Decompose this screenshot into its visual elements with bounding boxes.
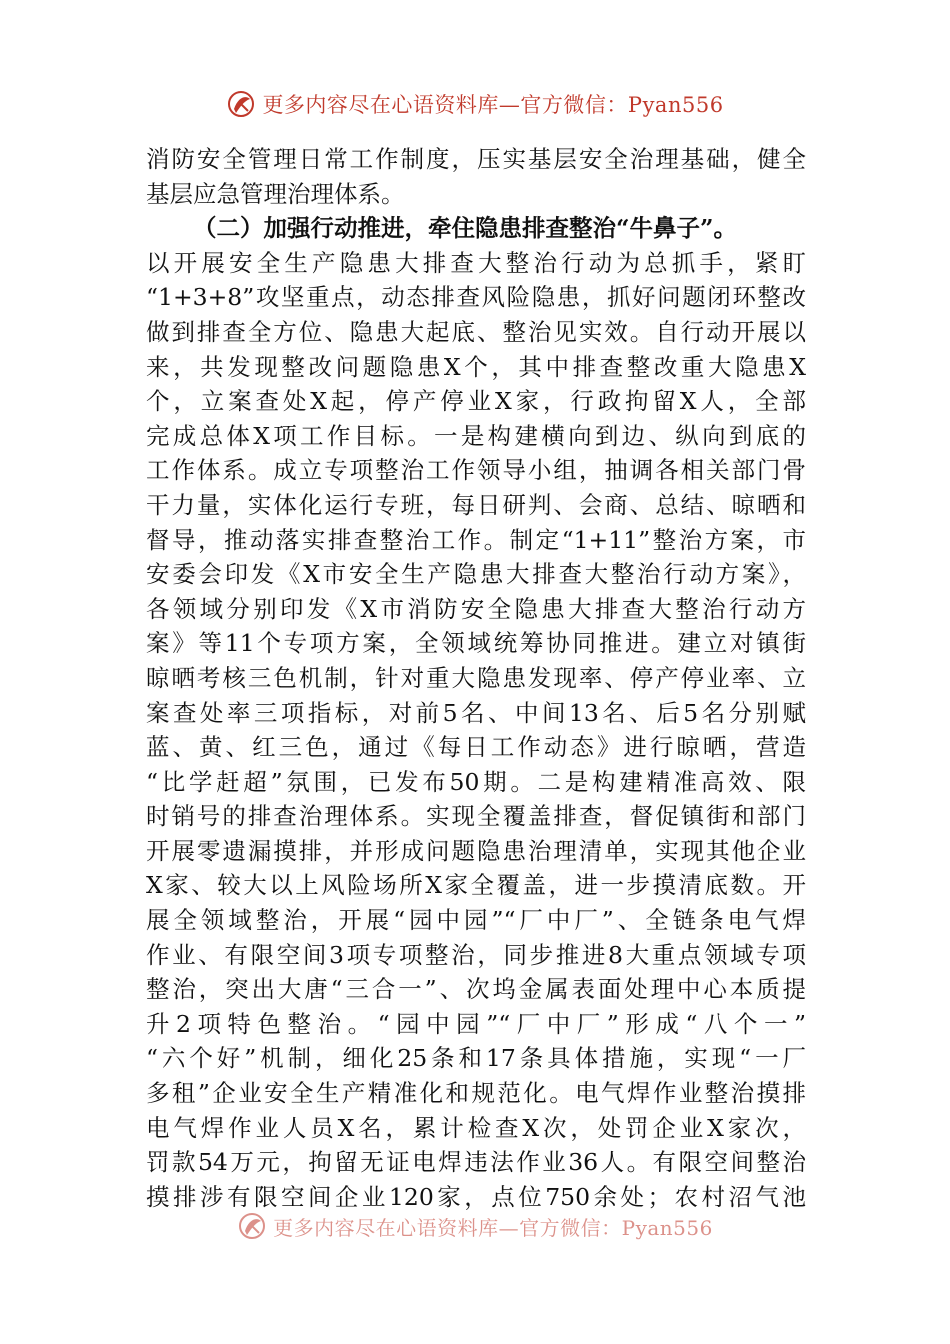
- text-line: 展全领域整治，开展“园中园”“厂中厂”、全链条电气焊: [146, 906, 806, 935]
- text-line: 基层应急管理治理体系。: [146, 179, 405, 208]
- text-line: 升2项特色整治。“园中园”“厂中厂”形成“八个一”: [146, 1009, 806, 1038]
- text-line: “1+3+8”攻坚重点，动态排查风险隐患，抓好问题闭环整改: [146, 283, 806, 312]
- text-line: 督导，推动落实排查整治工作。制定“1+11”整治方案，市: [146, 525, 806, 554]
- text-line: 晾晒考核三色机制，针对重大隐患发现率、停产停业率、立: [146, 663, 806, 692]
- text-line: 电气焊作业人员X名，累计检查X次，处罚企业X家次，: [146, 1113, 806, 1142]
- text-line: 摸排涉有限空间企业120家，点位750余处；农村沼气池: [146, 1182, 806, 1211]
- text-line: 消防安全管理日常工作制度，压实基层安全治理基础，健全: [146, 145, 806, 173]
- text-line: 案查处率三项指标，对前5名、中间13名、后5名分别赋: [146, 698, 806, 727]
- text-line: 来，共发现整改问题隐患X个，其中排查整改重大隐患X: [146, 352, 806, 381]
- watermark-text: 更多内容尽在心语资料库—官方微信：Pyan556: [262, 93, 724, 117]
- text-line: 作业、有限空间3项专项整治，同步推进8大重点领域专项: [146, 940, 806, 969]
- text-line: “六个好”机制，细化25条和17条具体措施，实现“一厂: [146, 1044, 806, 1073]
- watermark-header: [0, 84, 950, 124]
- text-line: 整治，突出大唐“三合一”、次坞金属表面处理中心本质提: [146, 975, 806, 1004]
- text-line: 罚款54万元，拘留无证电焊违法作业36人。有限空间整治: [146, 1148, 806, 1177]
- text-line: 安委会印发《X市安全生产隐患大排查大整治行动方案》，: [146, 560, 806, 589]
- section-heading: （二）加强行动推进，牵住隐患排查整治“牛鼻子”。: [193, 214, 738, 243]
- watermark-footer: [0, 1208, 950, 1244]
- text-line: 时销号的排查治理体系。实现全覆盖排查，督促镇街和部门: [146, 802, 806, 831]
- text-line: 开展零遗漏摸排，并形成问题隐患治理清单，实现其他企业: [146, 836, 806, 865]
- text-line: 多租”企业安全生产精准化和规范化。电气焊作业整治摸排: [146, 1079, 806, 1108]
- seal-logo-icon: [226, 89, 256, 119]
- text-line: 干力量，实体化运行专班，每日研判、会商、总结、晾晒和: [146, 490, 806, 519]
- text-line: 以开展安全生产隐患大排查大整治行动为总抓手，紧盯: [146, 248, 806, 277]
- document-body: [146, 142, 806, 1214]
- text-line: 个，立案查处X起，停产停业X家，行政拘留X人，全部: [146, 387, 806, 416]
- text-line: “比学赶超”氛围，已发布50期。二是构建精准高效、限: [146, 767, 806, 796]
- text-line: X家、较大以上风险场所X家全覆盖，进一步摸清底数。开: [146, 871, 806, 900]
- seal-logo-icon: [237, 1211, 267, 1241]
- text-line: 蓝、黄、红三色，通过《每日工作动态》进行晾晒，营造: [146, 733, 806, 762]
- watermark-text: 更多内容尽在心语资料库—官方微信：Pyan556: [273, 1215, 713, 1240]
- text-line: 案》等11个专项方案，全领域统筹协同推进。建立对镇街: [146, 629, 806, 658]
- text-line: 工作体系。成立专项整治工作领导小组，抽调各相关部门骨: [146, 456, 806, 485]
- text-line: 完成总体X项工作目标。一是构建横向到边、纵向到底的: [146, 421, 806, 450]
- text-line: 做到排查全方位、隐患大起底、整治见实效。自行动开展以: [146, 317, 806, 346]
- text-line: 各领域分别印发《X市消防安全隐患大排查大整治行动方: [146, 594, 806, 623]
